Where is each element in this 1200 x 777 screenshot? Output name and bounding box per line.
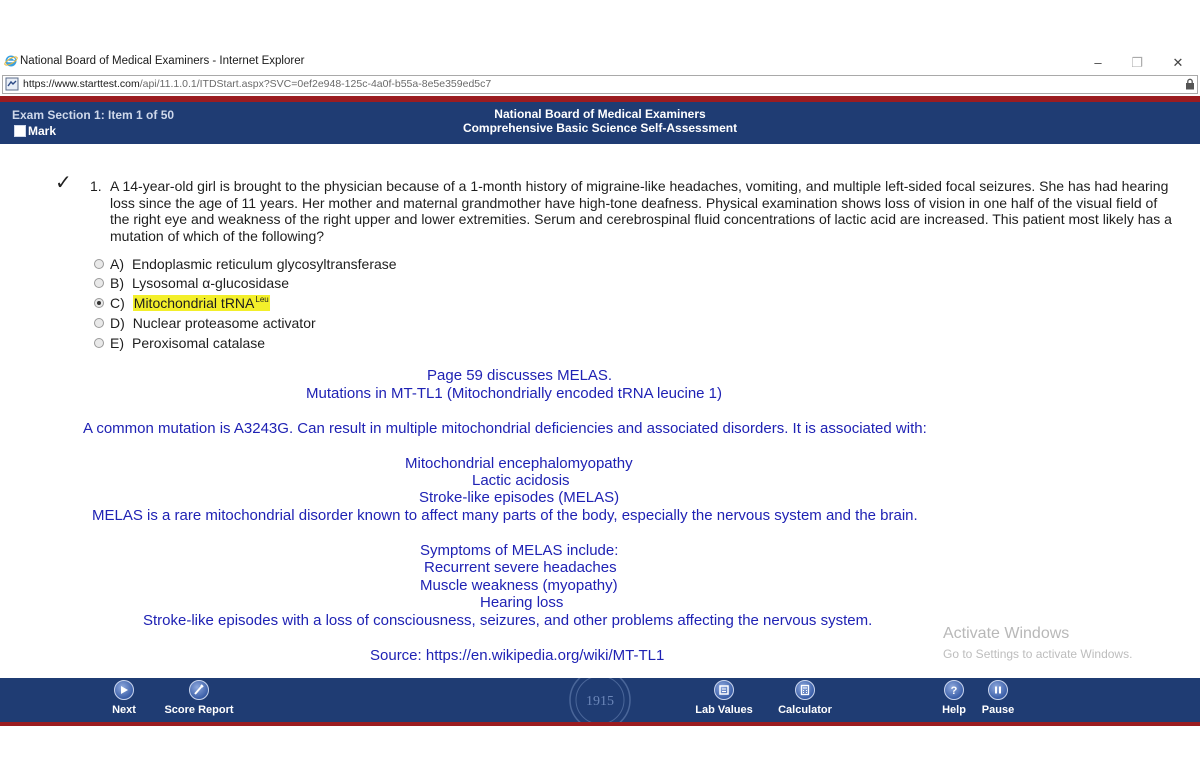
note-common-mutation: A common mutation is A3243G. Can result in multiple mitochondrial deficiencies and associated disorders. It is associated with:: [83, 420, 927, 437]
url-path: /api/11.1.0.1/ITDStart.aspx?SVC=0ef2e948-125c-4a0f-b55a-8e5e359ed5c7: [139, 78, 492, 90]
answer-choice-a[interactable]: [94, 254, 397, 274]
answered-checkmark-icon: ✓: [55, 172, 72, 194]
answer-choice-e[interactable]: [94, 333, 265, 353]
calculator-icon: [795, 680, 815, 700]
window-title: National Board of Medical Examiners - Internet Explorer: [20, 55, 305, 67]
question-number: 1.: [90, 178, 102, 194]
choice-superscript: Leu: [255, 295, 269, 304]
nbme-seal-logo: [545, 678, 655, 722]
section-item-label: Exam Section 1: Item 1 of 50: [12, 108, 175, 122]
choice-letter: B): [110, 275, 124, 291]
choice-text: Nuclear proteasome activator: [132, 315, 316, 331]
url-scheme: https://: [23, 78, 55, 90]
choice-text: Peroxisomal catalase: [132, 335, 266, 351]
footer-accent-bar: [0, 722, 1200, 726]
url-host: www.starttest.com: [54, 78, 140, 90]
choice-letter: E): [110, 335, 124, 351]
note-symptom-1: Recurrent severe headaches: [424, 559, 617, 576]
help-label: Help: [942, 704, 966, 716]
note-assoc-2: Lactic acidosis: [472, 472, 570, 489]
mark-checkbox[interactable]: [14, 125, 26, 137]
lab-values-label: Lab Values: [695, 704, 753, 716]
minimize-button[interactable]: –: [1094, 55, 1102, 70]
note-symptom-4: Stroke-like episodes with a loss of consciousness, seizures, and other problems affecting the nervous system.: [143, 612, 873, 629]
radio-button-d[interactable]: [94, 318, 104, 328]
choice-text: Endoplasmic reticulum glycosyltransferase: [132, 256, 397, 272]
exam-title-line2: Comprehensive Basic Science Self-Assessment: [462, 121, 738, 135]
note-source: Source: https://en.wikipedia.org/wiki/MT-TL1: [370, 647, 665, 664]
answer-choice-b[interactable]: [94, 273, 289, 293]
close-button[interactable]: ✕: [1172, 55, 1184, 70]
next-button[interactable]: [108, 680, 140, 716]
page-icon: [5, 77, 19, 91]
note-melas-description: MELAS is a rare mitochondrial disorder known to affect many parts of the body, especially the nervous system and the brain.: [92, 507, 918, 524]
note-page-reference: Page 59 discusses MELAS.: [427, 367, 613, 384]
radio-button-e[interactable]: [94, 338, 104, 348]
answer-choice-d[interactable]: [94, 313, 316, 333]
choice-letter: A): [110, 256, 124, 272]
next-label: Next: [112, 704, 136, 716]
exam-title-line1: National Board of Medical Examiners: [494, 107, 706, 121]
lock-icon[interactable]: [1185, 78, 1195, 90]
help-button[interactable]: [940, 680, 968, 716]
help-icon: [944, 680, 964, 700]
note-symptom-2: Muscle weakness (myopathy): [420, 577, 618, 594]
pause-label: Pause: [981, 704, 1015, 716]
calculator-button[interactable]: [776, 680, 834, 716]
exam-title: [400, 107, 800, 135]
activate-windows-watermark: Activate Windows: [943, 625, 1070, 642]
score-report-icon: [189, 680, 209, 700]
pause-icon: [988, 680, 1008, 700]
calculator-label: Calculator: [778, 704, 832, 716]
note-assoc-1: Mitochondrial encephalomyopathy: [405, 455, 633, 472]
score-report-label: Score Report: [164, 704, 234, 716]
url-text[interactable]: [23, 78, 491, 90]
highlighted-choice-text: [133, 295, 270, 311]
radio-button-b[interactable]: [94, 278, 104, 288]
next-icon: [114, 680, 134, 700]
restore-button[interactable]: ❐: [1131, 55, 1143, 70]
question-stem: A 14-year-old girl is brought to the physician because of a 1-month history of migraine-like headaches, vomiting, and multiple left-sided focal seizures. She has had hearing loss since the age of 11 years. Her mother and maternal grandmother have high-tone deafness. Physical examination shows loss of vision in one half of the visual field of the right eye and weakness of the right upper and lower extremities. Serum and cerebrospinal fluid concentrations of lactic acid are increased. This patient most likely has a mutation of which of the following?: [110, 178, 1172, 244]
radio-button-c-selected[interactable]: [94, 298, 104, 308]
lab-values-icon: [714, 680, 734, 700]
radio-button-a[interactable]: [94, 259, 104, 269]
svg-text:?: ?: [950, 685, 958, 696]
seal-year: 1915: [586, 694, 614, 709]
note-symptoms-title: Symptoms of MELAS include:: [420, 542, 619, 559]
choice-text: Lysosomal α-glucosidase: [132, 275, 289, 291]
note-symptom-3: Hearing loss: [480, 594, 564, 611]
internet-explorer-icon: [4, 54, 18, 68]
answer-choice-c[interactable]: [94, 293, 270, 313]
pause-button[interactable]: [980, 680, 1016, 716]
activate-windows-subtext: Go to Settings to activate Windows.: [943, 647, 1133, 661]
choice-text: Mitochondrial tRNA: [133, 295, 255, 311]
note-assoc-3: Stroke-like episodes (MELAS): [419, 489, 620, 506]
choice-letter: C): [110, 295, 125, 311]
choice-letter: D): [110, 315, 125, 331]
mark-label[interactable]: Mark: [28, 124, 57, 138]
score-report-button[interactable]: [163, 680, 235, 716]
note-mutations: Mutations in MT-TL1 (Mitochondrially encoded tRNA leucine 1): [306, 385, 723, 402]
lab-values-button[interactable]: [693, 680, 755, 716]
